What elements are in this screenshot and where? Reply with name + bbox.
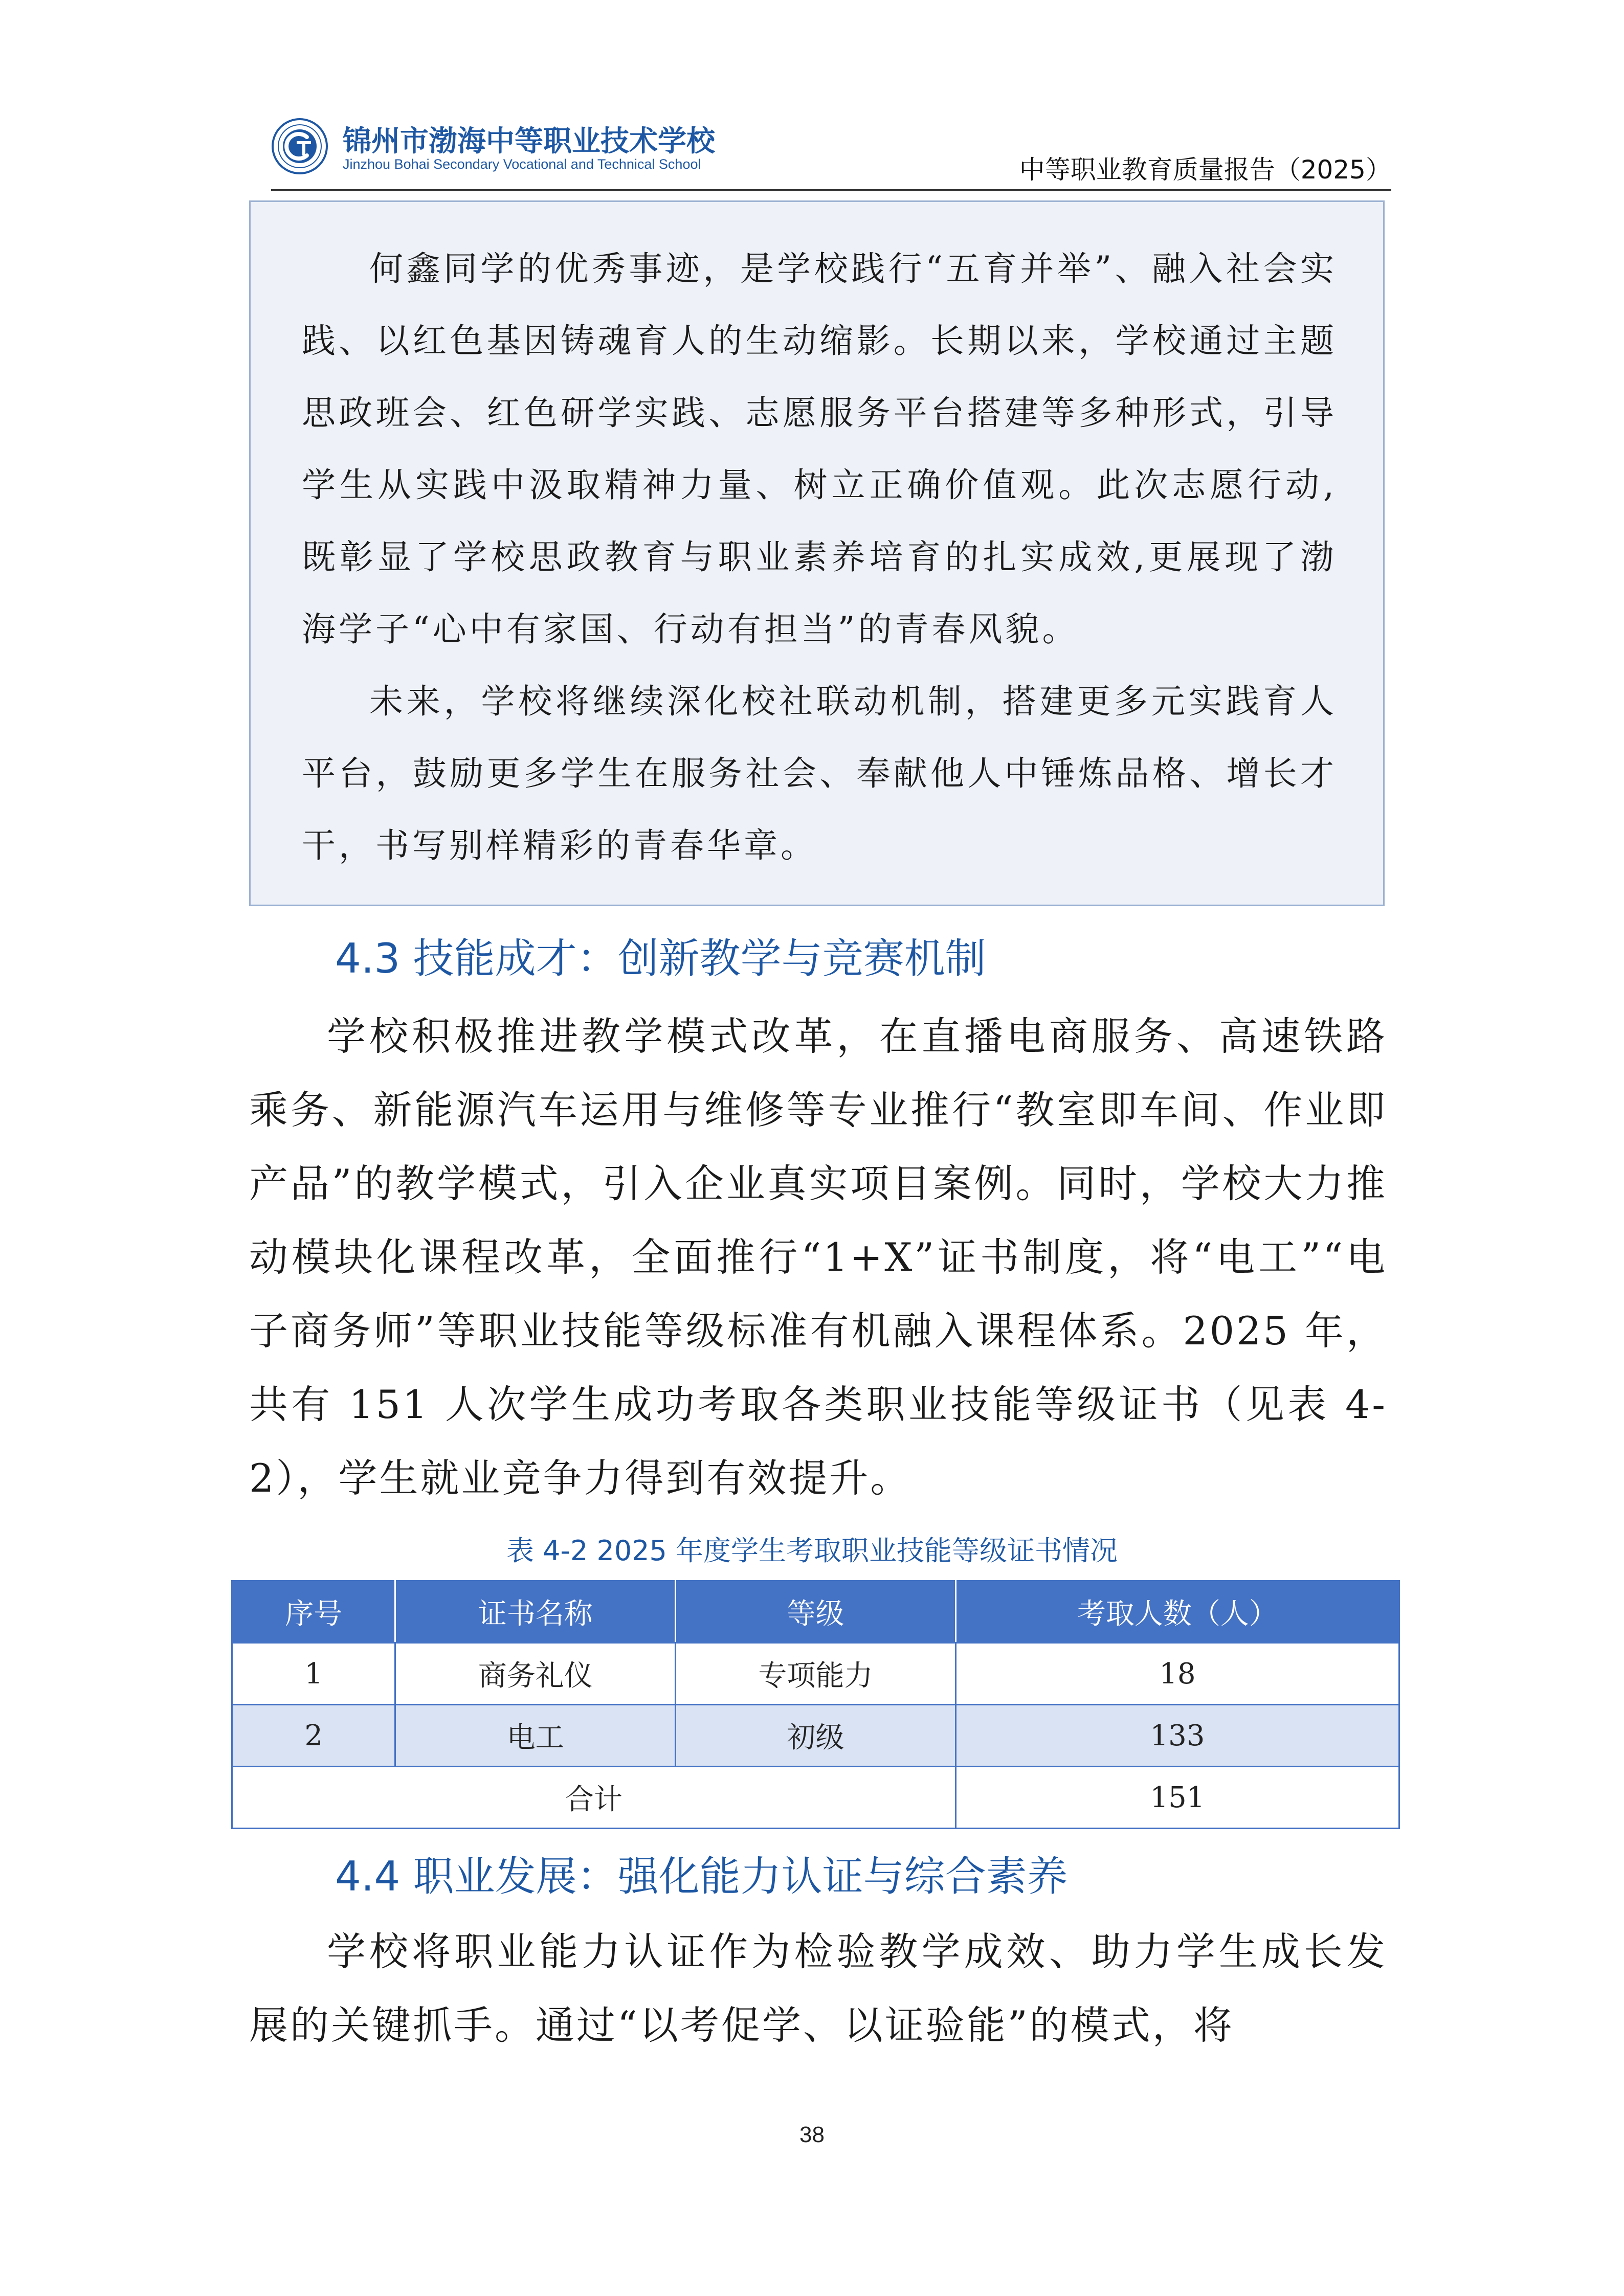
table-cell: 初级 (676, 1705, 956, 1767)
header-cell-index: 序号 (232, 1581, 395, 1643)
table-cell: 商务礼仪 (395, 1643, 676, 1705)
school-name-en: Jinzhou Bohai Secondary Vocational and Technical School (343, 156, 701, 172)
callout-paragraph: 何鑫同学的优秀事迹，是学校践行“五育并举”、融入社会实践、以红色基因铸魂育人的生动缩影。长期以来，学校通过主题思政班会、红色研学实践、志愿服务平台搭建等多种形式，引导学生从实践中汲取精神力量、树立正确价值观。此次志愿行动,既彰显了学校思政教育与职业素养培育的扎实成效,更展现了渤海学子“心中有家国、行动有担当”的青春风貌。 (302, 249, 1337, 649)
table-total-row (232, 1767, 1399, 1829)
header-cell-certificate: 证书名称 (395, 1581, 676, 1643)
case-callout-box (249, 200, 1385, 906)
section-heading-4-4: 4.4 职业发展：强化能力认证与综合素养 (335, 1853, 1068, 1900)
section-4-3-paragraph: 学校积极推进教学模式改革，在直播电商服务、高速铁路乘务、新能源汽车运用与维修等专业推行“教室即车间、作业即产品”的教学模式，引入企业真实项目案例。同时，学校大力推动模块化课程改革，全面推行“1+X”证书制度，将“电工”“电子商务师”等职业技能等级标准有机融入课程体系。2025 年，共有 151 人次学生成功考取各类职业技能等级证书（见表 4-2），学生就业竞争力得到有效提升。 (249, 1014, 1387, 1501)
total-value-cell: 151 (955, 1767, 1399, 1829)
page-header (271, 118, 1391, 194)
page-number: 38 (799, 2122, 825, 2147)
section-heading-4-3: 4.3 技能成才：创新教学与竞赛机制 (335, 935, 986, 982)
total-label-cell: 合计 (232, 1767, 956, 1829)
table-cell: 18 (955, 1643, 1399, 1705)
table-caption: 表 4-2 2025 年度学生考取职业技能等级证书情况 (506, 1535, 1118, 1567)
table-cell: 1 (232, 1643, 395, 1705)
school-name-cn: 锦州市渤海中等职业技术学校 (343, 125, 715, 158)
table-row (232, 1643, 1399, 1705)
report-title: 中等职业教育质量报告（2025） (1019, 155, 1391, 185)
table-cell: 2 (232, 1705, 395, 1767)
header-cell-level: 等级 (676, 1581, 956, 1643)
table-cell: 电工 (395, 1705, 676, 1767)
table-cell: 133 (955, 1705, 1399, 1767)
school-emblem-icon (271, 118, 328, 175)
certificate-table (231, 1580, 1400, 1829)
section-4-4-paragraph: 学校将职业能力认证作为检验教学成效、助力学生成长发展的关键抓手。通过“以考促学、以证验能”的模式，将 (249, 1929, 1387, 2048)
table-row (232, 1705, 1399, 1767)
header-divider (271, 189, 1391, 191)
table-cell: 专项能力 (676, 1643, 956, 1705)
table-header-row (232, 1581, 1399, 1643)
callout-paragraph: 未来，学校将继续深化校社联动机制，搭建更多元实践育人平台，鼓励更多学生在服务社会、奉献他人中锤炼品格、增长才干，书写别样精彩的青春华章。 (302, 682, 1337, 865)
header-cell-count: 考取人数（人） (955, 1581, 1399, 1643)
